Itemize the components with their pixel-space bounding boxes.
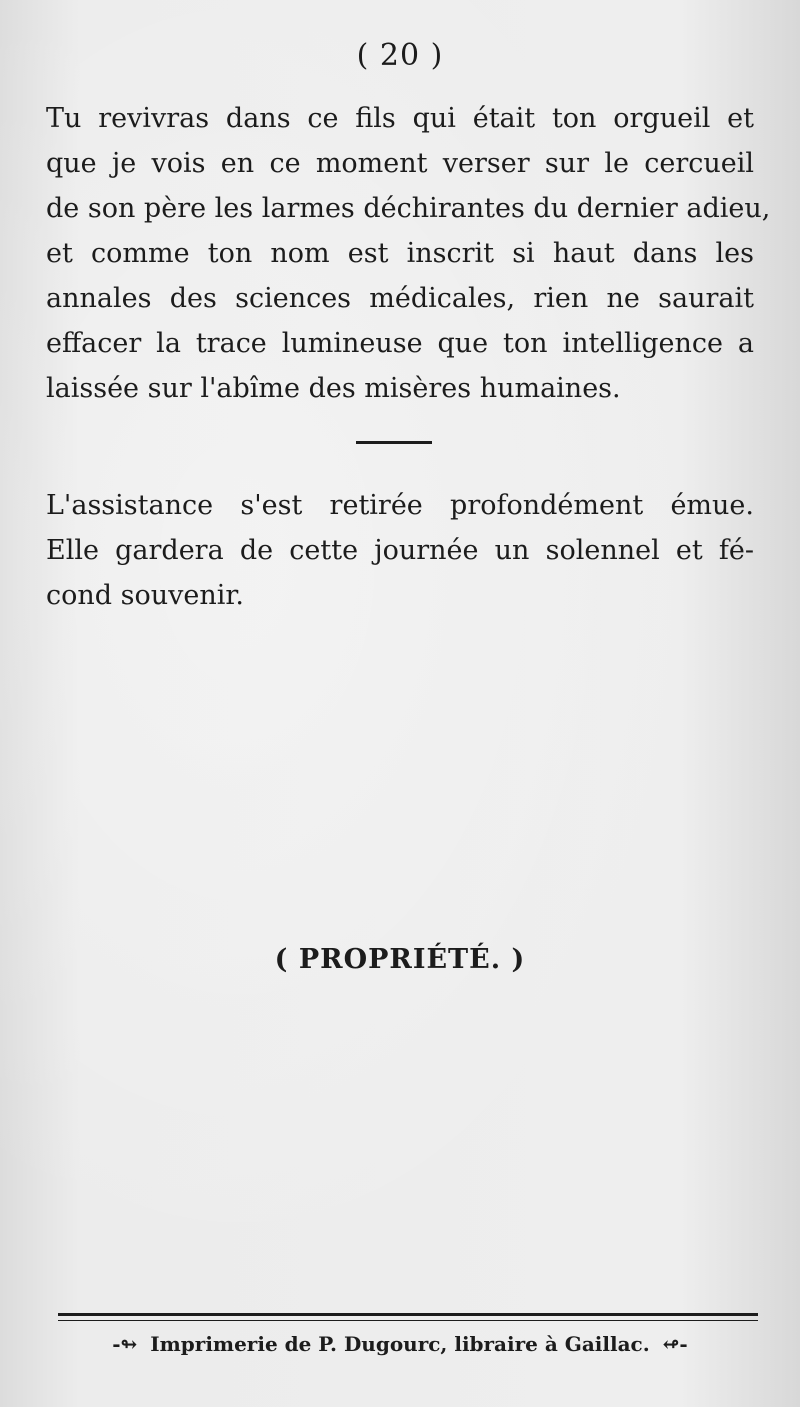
text-line: annales des sciences médicales, rien ne saurait [46,283,754,314]
text-line: L'assistance s'est retirée profondément émue. [46,490,754,521]
ornament-right-icon: ↫- [662,1332,688,1356]
text-line: Tu revivras dans ce fils qui était ton orgueil et [46,103,754,134]
text-line: de son père les larmes déchirantes du dernier adieu, [46,193,771,224]
page-number: ( 20 ) [356,38,444,73]
footer-rule-thin [58,1320,758,1321]
footer-rule [58,1313,758,1316]
imprint-text: Imprimerie de P. Dugourc, libraire à Gaillac. [150,1332,650,1356]
text-line: laissée sur l'abîme des misères humaines. [46,373,621,404]
text-line: Elle gardera de cette journée un solennel et fé- [46,535,754,566]
paragraph-eulogy [46,96,771,411]
text-line: cond souvenir. [46,580,244,611]
paragraph-closing [46,483,754,618]
propriete-label: ( PROPRIÉTÉ. ) [274,944,526,975]
text-line: effacer la trace lumineuse que ton intelligence a [46,328,754,359]
section-divider [356,441,432,444]
printer-imprint [0,1332,800,1356]
text-line: et comme ton nom est inscrit si haut dans les [46,238,754,269]
text-line: que je vois en ce moment verser sur le cercueil [46,148,754,179]
ornament-left-icon: -↬ [112,1332,138,1356]
